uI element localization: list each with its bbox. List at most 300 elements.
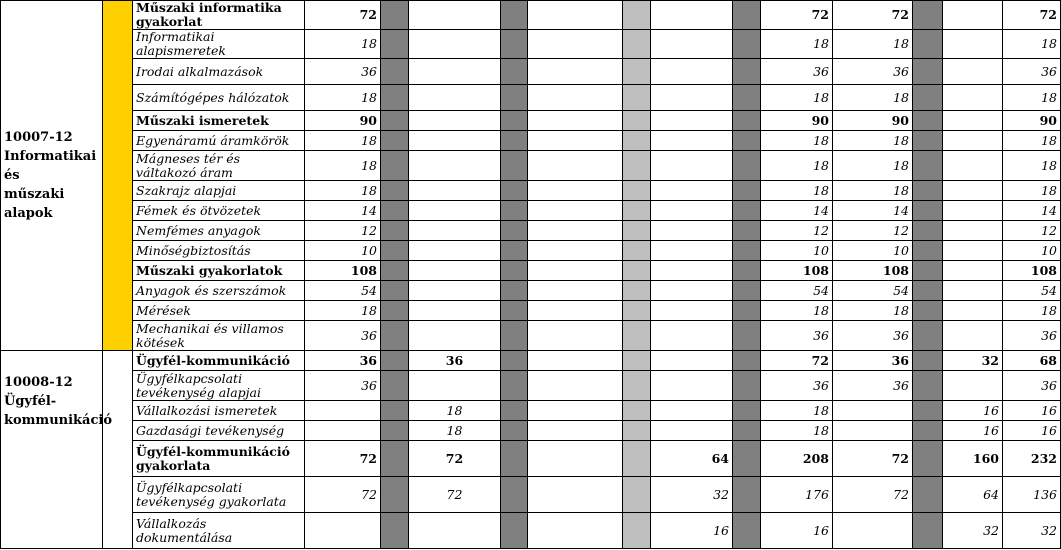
hours-cell [833, 421, 913, 441]
shaded-column-cell [501, 59, 528, 85]
hours-cell: 10 [305, 241, 381, 261]
table-row [1, 351, 1061, 371]
hours-cell: 12 [1003, 221, 1061, 241]
hours-cell: 16 [943, 401, 1003, 421]
table-row [1, 281, 1061, 301]
table-row [1, 1, 1061, 30]
shaded-column-cell [913, 371, 943, 401]
shaded-column-cell [913, 281, 943, 301]
hours-cell [528, 301, 623, 321]
hours-cell [528, 261, 623, 281]
hours-cell [528, 371, 623, 401]
module-cell [1, 351, 112, 549]
hours-cell [409, 201, 501, 221]
hours-cell: 64 [943, 477, 1003, 513]
hours-cell: 18 [833, 301, 913, 321]
hours-cell: 72 [761, 1, 833, 30]
hours-cell [528, 321, 623, 351]
hours-cell: 160 [943, 441, 1003, 477]
shaded-column-cell [623, 111, 651, 131]
shaded-column-cell [501, 85, 528, 111]
hours-cell [528, 181, 623, 201]
hours-cell: 18 [1003, 30, 1061, 59]
table-row [1, 477, 1061, 513]
table-row [1, 513, 1061, 549]
shaded-column-cell [733, 1, 761, 30]
hours-cell: 72 [305, 1, 381, 30]
shaded-column-cell [913, 151, 943, 181]
hours-cell [528, 30, 623, 59]
table-row [1, 241, 1061, 261]
shaded-column-cell [623, 371, 651, 401]
shaded-column-cell [501, 131, 528, 151]
shaded-column-cell [501, 513, 528, 549]
hours-cell [528, 421, 623, 441]
shaded-column-cell [623, 201, 651, 221]
shaded-column-cell [913, 441, 943, 477]
shaded-column-cell [381, 30, 409, 59]
shaded-column-cell [381, 111, 409, 131]
hours-cell: 10 [761, 241, 833, 261]
shaded-column-cell [623, 131, 651, 151]
hours-cell: 90 [1003, 111, 1061, 131]
shaded-column-cell [381, 85, 409, 111]
hours-cell [651, 241, 733, 261]
shaded-column-cell [913, 85, 943, 111]
hours-cell: 108 [761, 261, 833, 281]
shaded-column-cell [501, 321, 528, 351]
shaded-column-cell [381, 513, 409, 549]
hours-cell [651, 85, 733, 111]
shaded-column-cell [733, 151, 761, 181]
module-color-band [103, 1, 133, 351]
hours-cell: 72 [833, 477, 913, 513]
subject-name: Vállalkozás dokumentálása [133, 513, 305, 549]
hours-cell [943, 85, 1003, 111]
hours-cell: 18 [1003, 301, 1061, 321]
shaded-column-cell [913, 321, 943, 351]
shaded-column-cell [913, 513, 943, 549]
hours-cell: 16 [1003, 421, 1061, 441]
hours-cell: 64 [651, 441, 733, 477]
hours-cell [651, 59, 733, 85]
hours-cell: 18 [761, 401, 833, 421]
shaded-column-cell [913, 131, 943, 151]
hours-cell [528, 477, 623, 513]
subject-name: Ügyfélkapcsolati tevékenység gyakorlata [133, 477, 305, 513]
shaded-column-cell [623, 321, 651, 351]
shaded-column-cell [501, 441, 528, 477]
shaded-column-cell [733, 281, 761, 301]
hours-cell: 54 [833, 281, 913, 301]
hours-cell: 72 [833, 441, 913, 477]
hours-cell [651, 261, 733, 281]
subject-name: Gazdasági tevékenység [133, 421, 305, 441]
hours-cell: 136 [1003, 477, 1061, 513]
hours-cell: 72 [761, 351, 833, 371]
hours-cell [943, 131, 1003, 151]
shaded-column-cell [733, 111, 761, 131]
shaded-column-cell [733, 221, 761, 241]
shaded-column-cell [623, 421, 651, 441]
hours-cell: 36 [761, 321, 833, 351]
hours-cell: 32 [1003, 513, 1061, 549]
shaded-column-cell [501, 421, 528, 441]
shaded-column-cell [913, 201, 943, 221]
hours-cell: 18 [761, 301, 833, 321]
hours-cell: 36 [1003, 371, 1061, 401]
shaded-column-cell [381, 281, 409, 301]
hours-cell: 18 [761, 85, 833, 111]
shaded-column-cell [381, 59, 409, 85]
hours-cell: 36 [761, 59, 833, 85]
hours-cell: 18 [305, 131, 381, 151]
shaded-column-cell [913, 221, 943, 241]
shaded-column-cell [501, 30, 528, 59]
hours-cell [943, 59, 1003, 85]
hours-cell: 36 [305, 59, 381, 85]
shaded-column-cell [733, 181, 761, 201]
hours-cell: 18 [305, 181, 381, 201]
table-row [1, 30, 1061, 59]
subject-name: Informatikai alapismeretek [133, 30, 305, 59]
shaded-column-cell [733, 351, 761, 371]
hours-cell [528, 401, 623, 421]
subject-name: Vállalkozási ismeretek [133, 401, 305, 421]
shaded-column-cell [733, 241, 761, 261]
hours-cell: 108 [305, 261, 381, 281]
hours-cell [305, 513, 381, 549]
hours-cell [305, 421, 381, 441]
hours-cell [943, 281, 1003, 301]
shaded-column-cell [913, 181, 943, 201]
hours-cell [943, 201, 1003, 221]
hours-cell [409, 221, 501, 241]
hours-cell: 32 [943, 513, 1003, 549]
hours-cell [528, 131, 623, 151]
hours-cell: 18 [409, 401, 501, 421]
hours-cell: 54 [761, 281, 833, 301]
hours-cell [409, 30, 501, 59]
shaded-column-cell [381, 477, 409, 513]
hours-cell [651, 201, 733, 221]
hours-cell: 10 [833, 241, 913, 261]
hours-cell [409, 371, 501, 401]
table-row [1, 111, 1061, 131]
subject-name: Minőségbiztosítás [133, 241, 305, 261]
shaded-column-cell [733, 477, 761, 513]
table-row [1, 221, 1061, 241]
shaded-column-cell [623, 151, 651, 181]
table-row [1, 85, 1061, 111]
hours-cell: 32 [943, 351, 1003, 371]
shaded-column-cell [501, 301, 528, 321]
hours-cell: 16 [943, 421, 1003, 441]
shaded-column-cell [381, 1, 409, 30]
subject-name: Ügyfél-kommunikáció [133, 351, 305, 371]
subject-name: Szakrajz alapjai [133, 181, 305, 201]
shaded-column-cell [733, 513, 761, 549]
shaded-column-cell [381, 181, 409, 201]
module-name: Ügyfél- [4, 394, 57, 409]
shaded-column-cell [623, 221, 651, 241]
hours-cell: 18 [761, 181, 833, 201]
hours-cell: 90 [305, 111, 381, 131]
hours-cell [943, 321, 1003, 351]
hours-cell [943, 301, 1003, 321]
module-color-band [103, 351, 133, 549]
shaded-column-cell [913, 421, 943, 441]
hours-cell: 18 [833, 85, 913, 111]
hours-cell: 12 [761, 221, 833, 241]
hours-cell [305, 401, 381, 421]
hours-cell [528, 85, 623, 111]
table-row [1, 261, 1061, 281]
shaded-column-cell [733, 85, 761, 111]
shaded-column-cell [501, 181, 528, 201]
shaded-column-cell [381, 321, 409, 351]
hours-cell: 36 [305, 321, 381, 351]
hours-cell [651, 111, 733, 131]
hours-cell [833, 513, 913, 549]
module-name: műszaki alapok [4, 187, 65, 221]
shaded-column-cell [623, 181, 651, 201]
hours-cell [651, 401, 733, 421]
shaded-column-cell [733, 30, 761, 59]
hours-cell [943, 151, 1003, 181]
hours-cell [528, 111, 623, 131]
hours-cell: 18 [833, 181, 913, 201]
hours-cell [651, 181, 733, 201]
hours-cell: 18 [305, 30, 381, 59]
hours-cell [833, 401, 913, 421]
hours-cell [409, 261, 501, 281]
shaded-column-cell [913, 111, 943, 131]
table-row [1, 59, 1061, 85]
hours-cell [528, 151, 623, 181]
hours-cell [943, 221, 1003, 241]
hours-cell [651, 221, 733, 241]
hours-cell [651, 421, 733, 441]
hours-cell: 176 [761, 477, 833, 513]
hours-cell: 18 [761, 131, 833, 151]
subject-name: Mágneses tér és váltakozó áram [133, 151, 305, 181]
shaded-column-cell [623, 1, 651, 30]
hours-cell: 12 [833, 221, 913, 241]
shaded-column-cell [623, 513, 651, 549]
hours-cell: 14 [1003, 201, 1061, 221]
subject-name: Ügyfélkapcsolati tevékenység alapjai [133, 371, 305, 401]
shaded-column-cell [501, 221, 528, 241]
hours-cell: 36 [1003, 59, 1061, 85]
shaded-column-cell [623, 281, 651, 301]
shaded-column-cell [913, 261, 943, 281]
hours-cell: 108 [1003, 261, 1061, 281]
hours-cell: 18 [833, 30, 913, 59]
hours-cell [528, 221, 623, 241]
hours-cell: 18 [305, 301, 381, 321]
hours-cell: 54 [1003, 281, 1061, 301]
table-row [1, 421, 1061, 441]
hours-cell: 36 [1003, 321, 1061, 351]
table-row [1, 181, 1061, 201]
hours-cell [943, 111, 1003, 131]
hours-cell: 18 [761, 151, 833, 181]
hours-cell: 18 [833, 151, 913, 181]
subject-name: Számítógépes hálózatok [133, 85, 305, 111]
hours-cell: 36 [833, 371, 913, 401]
hours-cell [943, 1, 1003, 30]
shaded-column-cell [623, 477, 651, 513]
hours-cell [651, 30, 733, 59]
hours-cell: 36 [761, 371, 833, 401]
hours-cell [528, 281, 623, 301]
module-name: Informatikai és [4, 149, 97, 183]
hours-cell [651, 321, 733, 351]
hours-cell [528, 201, 623, 221]
shaded-column-cell [913, 401, 943, 421]
hours-cell [409, 1, 501, 30]
shaded-column-cell [501, 281, 528, 301]
hours-cell [943, 241, 1003, 261]
shaded-column-cell [501, 351, 528, 371]
shaded-column-cell [913, 241, 943, 261]
hours-cell: 32 [651, 477, 733, 513]
table-row [1, 321, 1061, 351]
shaded-column-cell [381, 151, 409, 181]
module-name: kommunikáció [4, 413, 112, 428]
hours-cell: 18 [1003, 85, 1061, 111]
hours-cell: 232 [1003, 441, 1061, 477]
table-row [1, 201, 1061, 221]
hours-cell [651, 281, 733, 301]
subject-name: Műszaki ismeretek [133, 111, 305, 131]
shaded-column-cell [623, 59, 651, 85]
shaded-column-cell [623, 85, 651, 111]
shaded-column-cell [501, 201, 528, 221]
hours-cell: 108 [833, 261, 913, 281]
hours-cell: 18 [761, 30, 833, 59]
hours-cell: 18 [761, 421, 833, 441]
hours-cell: 14 [761, 201, 833, 221]
shaded-column-cell [381, 351, 409, 371]
shaded-column-cell [733, 301, 761, 321]
subject-name: Anyagok és szerszámok [133, 281, 305, 301]
hours-cell [409, 513, 501, 549]
hours-cell [409, 241, 501, 261]
shaded-column-cell [501, 1, 528, 30]
module-code: 10007-12 [4, 130, 73, 145]
shaded-column-cell [501, 477, 528, 513]
hours-cell [528, 1, 623, 30]
shaded-column-cell [381, 261, 409, 281]
hours-cell: 18 [409, 421, 501, 441]
hours-cell: 36 [833, 351, 913, 371]
shaded-column-cell [733, 201, 761, 221]
hours-cell [651, 351, 733, 371]
shaded-column-cell [623, 241, 651, 261]
hours-cell [528, 513, 623, 549]
hours-cell [943, 181, 1003, 201]
subject-name: Fémek és ötvözetek [133, 201, 305, 221]
hours-cell [943, 371, 1003, 401]
shaded-column-cell [381, 421, 409, 441]
table-row [1, 441, 1061, 477]
shaded-column-cell [733, 261, 761, 281]
hours-cell: 14 [305, 201, 381, 221]
subject-name: Mechanikai és villamos kötések [133, 321, 305, 351]
hours-cell: 208 [761, 441, 833, 477]
table-row [1, 371, 1061, 401]
shaded-column-cell [623, 351, 651, 371]
hours-cell: 16 [651, 513, 733, 549]
shaded-column-cell [381, 221, 409, 241]
module-cell [1, 1, 103, 351]
shaded-column-cell [381, 401, 409, 421]
shaded-column-cell [381, 371, 409, 401]
shaded-column-cell [381, 301, 409, 321]
shaded-column-cell [913, 351, 943, 371]
hours-cell: 72 [305, 441, 381, 477]
hours-cell: 72 [833, 1, 913, 30]
hours-cell: 36 [409, 351, 501, 371]
hours-cell [528, 441, 623, 477]
hours-cell [409, 181, 501, 201]
hours-cell [409, 59, 501, 85]
hours-cell: 36 [305, 371, 381, 401]
hours-cell: 36 [305, 351, 381, 371]
hours-cell [409, 321, 501, 351]
shaded-column-cell [501, 151, 528, 181]
table-row [1, 151, 1061, 181]
hours-cell: 36 [833, 321, 913, 351]
hours-cell: 18 [1003, 181, 1061, 201]
shaded-column-cell [381, 441, 409, 477]
hours-cell [651, 301, 733, 321]
hours-cell: 90 [761, 111, 833, 131]
hours-cell: 54 [305, 281, 381, 301]
hours-cell [528, 351, 623, 371]
shaded-column-cell [501, 401, 528, 421]
table-row [1, 401, 1061, 421]
subject-name: Mérések [133, 301, 305, 321]
shaded-column-cell [381, 241, 409, 261]
shaded-column-cell [501, 261, 528, 281]
shaded-column-cell [623, 261, 651, 281]
hours-cell [943, 261, 1003, 281]
table-row [1, 131, 1061, 151]
hours-cell [409, 131, 501, 151]
shaded-column-cell [733, 441, 761, 477]
hours-cell [651, 371, 733, 401]
hours-cell: 16 [761, 513, 833, 549]
shaded-column-cell [501, 111, 528, 131]
hours-cell [651, 151, 733, 181]
shaded-column-cell [381, 201, 409, 221]
shaded-column-cell [733, 321, 761, 351]
hours-cell [409, 281, 501, 301]
shaded-column-cell [913, 301, 943, 321]
shaded-column-cell [501, 241, 528, 261]
hours-cell [528, 241, 623, 261]
shaded-column-cell [623, 441, 651, 477]
hours-cell [409, 301, 501, 321]
hours-cell: 18 [305, 151, 381, 181]
shaded-column-cell [913, 59, 943, 85]
hours-cell: 72 [409, 441, 501, 477]
hours-cell: 18 [833, 131, 913, 151]
hours-cell [943, 30, 1003, 59]
